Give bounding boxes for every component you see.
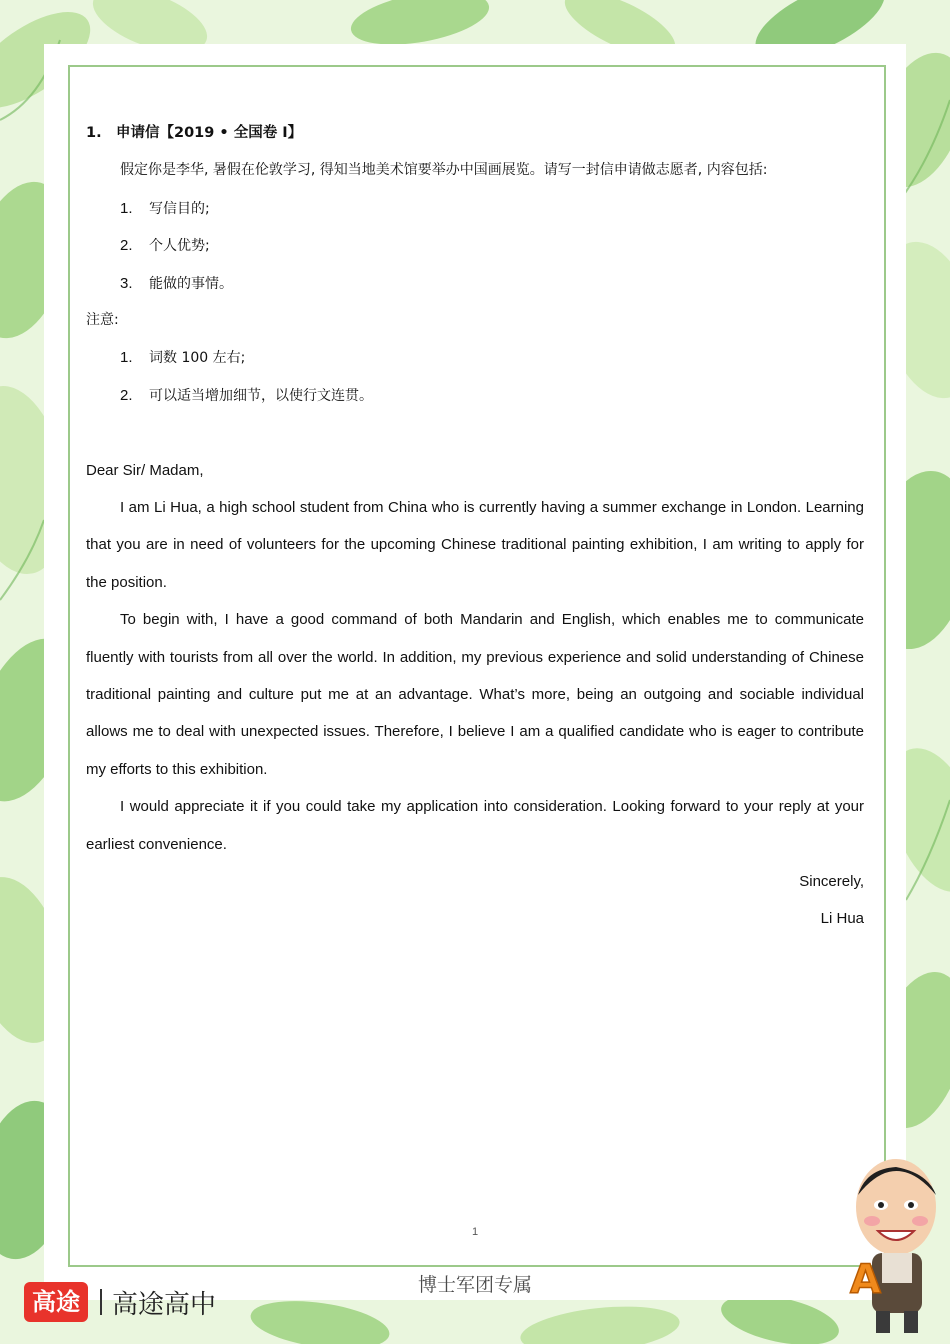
brand-logo bbox=[24, 1282, 216, 1322]
brand-name: 高途高中 bbox=[112, 1289, 217, 1320]
brand-divider bbox=[100, 1289, 102, 1315]
letter-closing: Sincerely, bbox=[799, 872, 864, 890]
letter-signature: Li Hua bbox=[820, 910, 864, 928]
letter-paragraph: I would appreciate it if you could take my application into consideration. Looking forward to your reply at your earliest convenience. bbox=[86, 798, 864, 853]
note-item: 2. 可以适当增加细节，以使行文连贯。 bbox=[120, 386, 373, 404]
exclusive-note: 博士军团专属 bbox=[417, 1274, 532, 1296]
mascot-icon bbox=[848, 1155, 946, 1335]
letter-salutation: Dear Sir/ Madam, bbox=[86, 461, 204, 479]
content-point: 2. 个人优势; bbox=[120, 237, 210, 255]
mascot-letter: A bbox=[850, 1257, 881, 1303]
brand-badge: 高途 bbox=[24, 1282, 88, 1322]
notes-label: 注意: bbox=[86, 311, 119, 328]
letter-paragraph: I am Li Hua, a high school student from China who is currently having a summer exchange in London. Learning that you are in need of volunteers for the upcoming Chinese traditional painting exhibition, I am writing to apply for the position. bbox=[86, 498, 864, 591]
task-prompt: 假定你是李华, 暑假在伦敦学习, 得知当地美术馆要举办中国画展览。请写一封信申请做志愿者, 内容包括: bbox=[120, 162, 768, 179]
note-item: 1. 词数 100 左右; bbox=[120, 349, 246, 367]
task-title-text: 申请信【2019 • 全国卷 I】 bbox=[116, 125, 303, 141]
task-title bbox=[86, 115, 864, 152]
task-number: 1. bbox=[86, 125, 102, 141]
content-point: 1. 写信目的; bbox=[120, 199, 210, 217]
document-content bbox=[86, 115, 864, 938]
content-point: 3. 能做的事情。 bbox=[120, 274, 233, 292]
blank-line bbox=[86, 414, 864, 451]
letter-paragraph: To begin with, I have a good command of both Mandarin and English, which enables me to communicate fluently with tourists from all over the world. In addition, my previous experience and solid understanding of Chinese traditional painting and culture put me at an advantage. What’s more, being an outgoing and sociable individual allows me to deal with unexpected issues. Therefore, I believe I am a qualified candidate who is eager to contribute my efforts to this exhibition. bbox=[86, 611, 864, 778]
page-number: 1 bbox=[471, 1226, 479, 1238]
